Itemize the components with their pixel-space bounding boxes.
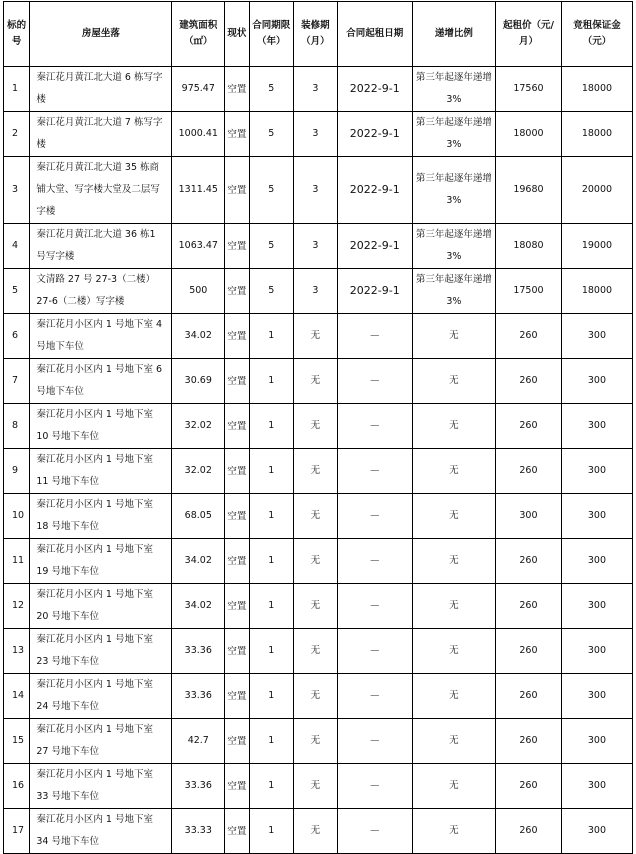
table-row	[4, 539, 633, 584]
cell-term: 1	[249, 359, 294, 404]
cell-rent: 260	[495, 539, 561, 584]
cell-term: 5	[249, 67, 294, 112]
cell-renovation: 3	[294, 157, 338, 224]
cell-rent: 260	[495, 809, 561, 854]
cell-renovation: 无	[294, 584, 338, 629]
table-row	[4, 674, 633, 719]
cell-area: 32.02	[172, 449, 225, 494]
cell-status: 空置	[225, 629, 249, 674]
cell-renovation: 无	[294, 629, 338, 674]
cell-area: 33.36	[172, 629, 225, 674]
cell-start-date: －	[337, 449, 412, 494]
cell-increase: 无	[412, 359, 495, 404]
header-index: 标的号	[4, 2, 30, 67]
cell-term: 1	[249, 809, 294, 854]
cell-status: 空置	[225, 674, 249, 719]
cell-start-date: 2022-9-1	[337, 224, 412, 269]
cell-start-date: －	[337, 539, 412, 584]
cell-area: 1063.47	[172, 224, 225, 269]
cell-start-date: －	[337, 764, 412, 809]
cell-renovation: 无	[294, 719, 338, 764]
cell-start-date: －	[337, 719, 412, 764]
table-row	[4, 67, 633, 112]
cell-area: 34.02	[172, 314, 225, 359]
cell-renovation: 无	[294, 809, 338, 854]
cell-rent: 260	[495, 764, 561, 809]
header-increase: 递增比例	[412, 2, 495, 67]
table-row	[4, 157, 633, 224]
cell-increase: 无	[412, 629, 495, 674]
cell-deposit: 300	[561, 404, 632, 449]
table-row	[4, 629, 633, 674]
cell-term: 1	[249, 584, 294, 629]
cell-rent: 260	[495, 584, 561, 629]
cell-area: 42.7	[172, 719, 225, 764]
cell-rent: 260	[495, 449, 561, 494]
cell-location: 秦江花月小区内 1 号地下室 24 号地下车位	[30, 674, 172, 719]
cell-location: 秦江花月小区内 1 号地下室 10 号地下车位	[30, 404, 172, 449]
cell-location: 秦江花月黄江北大道 36 栋1 号写字楼	[30, 224, 172, 269]
cell-index: 9	[4, 449, 30, 494]
cell-deposit: 19000	[561, 224, 632, 269]
cell-deposit: 300	[561, 539, 632, 584]
cell-start-date: －	[337, 629, 412, 674]
cell-location: 文清路 27 号 27-3（二楼）27-6（二楼）写字楼	[30, 269, 172, 314]
cell-status: 空置	[225, 67, 249, 112]
table-row	[4, 449, 633, 494]
cell-status: 空置	[225, 112, 249, 157]
cell-area: 33.33	[172, 809, 225, 854]
cell-increase: 第三年起逐年递增 3%	[412, 67, 495, 112]
cell-deposit: 300	[561, 494, 632, 539]
cell-renovation: 无	[294, 674, 338, 719]
cell-term: 1	[249, 719, 294, 764]
cell-start-date: －	[337, 584, 412, 629]
cell-increase: 无	[412, 764, 495, 809]
cell-deposit: 20000	[561, 157, 632, 224]
cell-deposit: 18000	[561, 269, 632, 314]
cell-deposit: 300	[561, 359, 632, 404]
header-row	[4, 2, 633, 67]
cell-term: 5	[249, 157, 294, 224]
cell-status: 空置	[225, 157, 249, 224]
cell-renovation: 3	[294, 112, 338, 157]
cell-status: 空置	[225, 449, 249, 494]
cell-index: 10	[4, 494, 30, 539]
cell-location: 秦江花月小区内 1 号地下室 27 号地下车位	[30, 719, 172, 764]
cell-start-date: 2022-9-1	[337, 67, 412, 112]
cell-deposit: 300	[561, 719, 632, 764]
header-location: 房屋坐落	[30, 2, 172, 67]
cell-term: 1	[249, 629, 294, 674]
cell-index: 1	[4, 67, 30, 112]
cell-location: 秦江花月黄江北大道 35 栋商铺大堂、写字楼大堂及二层写字楼	[30, 157, 172, 224]
cell-status: 空置	[225, 539, 249, 584]
header-term: 合同期限（年）	[249, 2, 294, 67]
cell-deposit: 300	[561, 674, 632, 719]
cell-increase: 无	[412, 809, 495, 854]
cell-index: 14	[4, 674, 30, 719]
cell-start-date: －	[337, 674, 412, 719]
cell-status: 空置	[225, 269, 249, 314]
cell-area: 1000.41	[172, 112, 225, 157]
cell-index: 2	[4, 112, 30, 157]
cell-status: 空置	[225, 809, 249, 854]
cell-start-date: 2022-9-1	[337, 269, 412, 314]
cell-index: 4	[4, 224, 30, 269]
cell-renovation: 无	[294, 539, 338, 584]
cell-location: 秦江花月黄江北大道 7 栋写字楼	[30, 112, 172, 157]
cell-deposit: 300	[561, 809, 632, 854]
cell-status: 空置	[225, 719, 249, 764]
cell-rent: 260	[495, 629, 561, 674]
cell-renovation: 无	[294, 404, 338, 449]
cell-rent: 300	[495, 494, 561, 539]
cell-rent: 18000	[495, 112, 561, 157]
cell-location: 秦江花月小区内 1 号地下室 20 号地下车位	[30, 584, 172, 629]
cell-term: 5	[249, 269, 294, 314]
cell-location: 秦江花月小区内 1 号地下室 11 号地下车位	[30, 449, 172, 494]
table-row	[4, 359, 633, 404]
cell-increase: 无	[412, 539, 495, 584]
cell-start-date: －	[337, 404, 412, 449]
cell-term: 1	[249, 314, 294, 359]
cell-area: 975.47	[172, 67, 225, 112]
cell-increase: 第三年起逐年递增 3%	[412, 157, 495, 224]
cell-increase: 无	[412, 404, 495, 449]
cell-status: 空置	[225, 584, 249, 629]
table-row	[4, 719, 633, 764]
cell-increase: 第三年起逐年递增 3%	[412, 112, 495, 157]
cell-rent: 260	[495, 359, 561, 404]
cell-increase: 第三年起逐年递增 3%	[412, 269, 495, 314]
cell-area: 1311.45	[172, 157, 225, 224]
cell-start-date: －	[337, 314, 412, 359]
cell-location: 秦江花月小区内 1 号地下室 23 号地下车位	[30, 629, 172, 674]
cell-increase: 无	[412, 314, 495, 359]
cell-renovation: 无	[294, 359, 338, 404]
cell-location: 秦江花月小区内 1 号地下室 19 号地下车位	[30, 539, 172, 584]
cell-rent: 19680	[495, 157, 561, 224]
cell-index: 8	[4, 404, 30, 449]
cell-term: 1	[249, 764, 294, 809]
cell-rent: 17560	[495, 67, 561, 112]
cell-increase: 无	[412, 494, 495, 539]
cell-index: 12	[4, 584, 30, 629]
table-row	[4, 314, 633, 359]
cell-location: 秦江花月小区内 1 号地下室 34 号地下车位	[30, 809, 172, 854]
cell-location: 秦江花月小区内 1 号地下室 6 号地下车位	[30, 359, 172, 404]
cell-index: 5	[4, 269, 30, 314]
cell-area: 33.36	[172, 764, 225, 809]
cell-status: 空置	[225, 764, 249, 809]
cell-renovation: 3	[294, 67, 338, 112]
cell-deposit: 300	[561, 584, 632, 629]
cell-status: 空置	[225, 494, 249, 539]
cell-status: 空置	[225, 314, 249, 359]
cell-renovation: 无	[294, 764, 338, 809]
cell-rent: 260	[495, 674, 561, 719]
cell-location: 秦江花月小区内 1 号地下室 18 号地下车位	[30, 494, 172, 539]
header-deposit: 竞租保证金（元）	[561, 2, 632, 67]
cell-renovation: 无	[294, 494, 338, 539]
cell-index: 13	[4, 629, 30, 674]
cell-index: 11	[4, 539, 30, 584]
rental-listing-table-container	[3, 1, 633, 854]
rental-listing-table	[3, 1, 633, 854]
cell-rent: 260	[495, 719, 561, 764]
cell-area: 68.05	[172, 494, 225, 539]
cell-area: 34.02	[172, 584, 225, 629]
cell-index: 6	[4, 314, 30, 359]
cell-status: 空置	[225, 359, 249, 404]
table-body	[4, 67, 633, 854]
cell-term: 1	[249, 539, 294, 584]
cell-area: 30.69	[172, 359, 225, 404]
cell-start-date: 2022-9-1	[337, 112, 412, 157]
header-start-date: 合同起租日期	[337, 2, 412, 67]
cell-status: 空置	[225, 404, 249, 449]
header-rent: 起租价（元/月）	[495, 2, 561, 67]
table-row	[4, 269, 633, 314]
cell-term: 1	[249, 494, 294, 539]
cell-index: 3	[4, 157, 30, 224]
cell-increase: 无	[412, 674, 495, 719]
cell-rent: 17500	[495, 269, 561, 314]
cell-deposit: 300	[561, 764, 632, 809]
cell-term: 5	[249, 112, 294, 157]
cell-deposit: 300	[561, 314, 632, 359]
cell-renovation: 3	[294, 224, 338, 269]
cell-area: 33.36	[172, 674, 225, 719]
cell-index: 15	[4, 719, 30, 764]
cell-deposit: 18000	[561, 67, 632, 112]
cell-deposit: 300	[561, 629, 632, 674]
cell-index: 16	[4, 764, 30, 809]
cell-renovation: 3	[294, 269, 338, 314]
table-header	[4, 2, 633, 67]
cell-term: 5	[249, 224, 294, 269]
cell-area: 32.02	[172, 404, 225, 449]
table-row	[4, 404, 633, 449]
cell-term: 1	[249, 449, 294, 494]
table-row	[4, 764, 633, 809]
cell-renovation: 无	[294, 449, 338, 494]
cell-increase: 无	[412, 449, 495, 494]
cell-area: 34.02	[172, 539, 225, 584]
cell-deposit: 300	[561, 449, 632, 494]
table-row	[4, 809, 633, 854]
cell-rent: 260	[495, 404, 561, 449]
cell-rent: 260	[495, 314, 561, 359]
table-row	[4, 494, 633, 539]
cell-increase: 无	[412, 719, 495, 764]
cell-start-date: 2022-9-1	[337, 157, 412, 224]
header-renovation: 装修期（月）	[294, 2, 338, 67]
cell-area: 500	[172, 269, 225, 314]
cell-location: 秦江花月小区内 1 号地下室 4 号地下车位	[30, 314, 172, 359]
cell-index: 17	[4, 809, 30, 854]
cell-start-date: －	[337, 494, 412, 539]
cell-term: 1	[249, 404, 294, 449]
cell-rent: 18080	[495, 224, 561, 269]
cell-term: 1	[249, 674, 294, 719]
cell-start-date: －	[337, 359, 412, 404]
cell-location: 秦江花月小区内 1 号地下室 33 号地下车位	[30, 764, 172, 809]
cell-renovation: 无	[294, 314, 338, 359]
cell-increase: 第三年起逐年递增 3%	[412, 224, 495, 269]
cell-status: 空置	[225, 224, 249, 269]
cell-location: 秦江花月黄江北大道 6 栋写字楼	[30, 67, 172, 112]
table-row	[4, 224, 633, 269]
cell-deposit: 18000	[561, 112, 632, 157]
header-status: 现状	[225, 2, 249, 67]
cell-increase: 无	[412, 584, 495, 629]
table-row	[4, 112, 633, 157]
header-area: 建筑面积（㎡）	[172, 2, 225, 67]
cell-start-date: －	[337, 809, 412, 854]
table-row	[4, 584, 633, 629]
cell-index: 7	[4, 359, 30, 404]
